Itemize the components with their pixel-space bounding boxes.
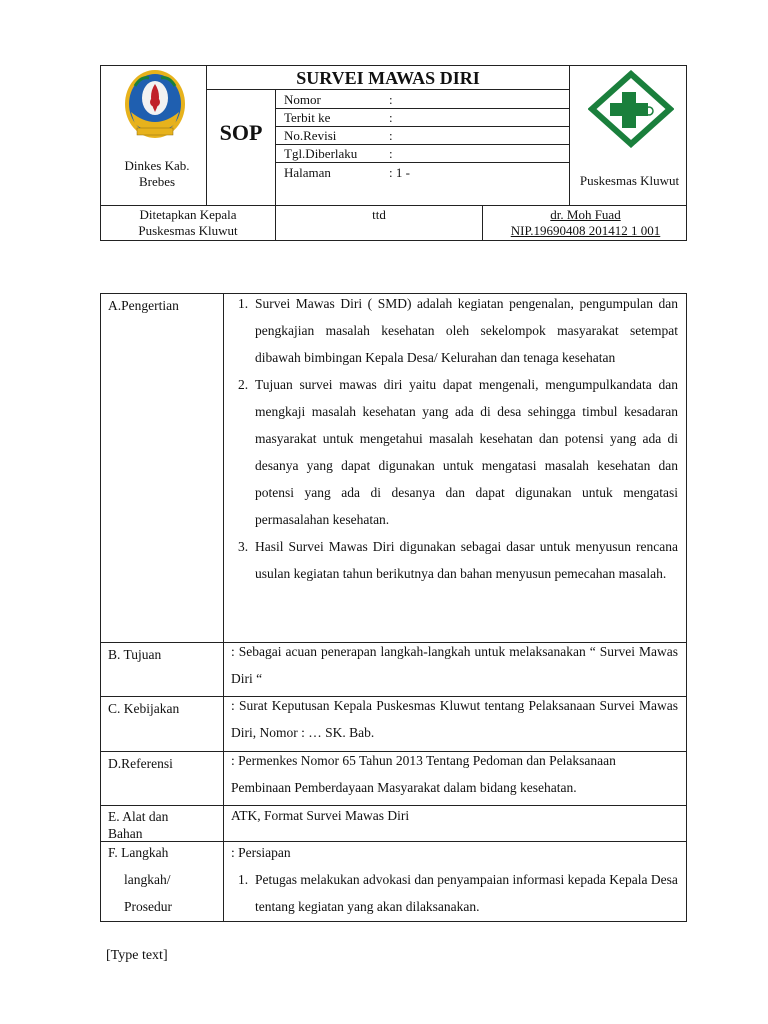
field-tgl-value: : (389, 146, 393, 161)
field-halaman-value: : 1 - (389, 165, 410, 180)
sop-header (100, 65, 687, 241)
divider (206, 89, 569, 90)
facility-name: Puskesmas Kluwut (579, 173, 680, 188)
puskesmas-logo (588, 70, 674, 148)
divider (275, 89, 276, 206)
section-tujuan: : Sebagai acuan penerapan langkah-langkah untuk melaksanakan “ Survei Mawas Diri “ (231, 644, 678, 686)
approver (483, 207, 688, 239)
divider (275, 162, 569, 163)
section-pengertian (231, 290, 678, 587)
field-revisi-value: : (389, 128, 393, 143)
field-terbit-label: Terbit ke (284, 110, 331, 125)
field-revisi-label: No.Revisi (284, 128, 337, 143)
divider (275, 144, 569, 145)
list-item: 2. Tujuan survei mawas diri yaitu dapat mengenali, mengumpulkandata dan mengkaji masalah kesehatan yang ada di desa sehingga timbul kesadaran masyarakat untuk mengetahui masalah kesehatan dan potensi yang ada di desanya yang dapat digunakan untuk mengatasi masalah kesehatan dan potensi yang ada di desanya dan dapat digunakan untuk mengatasi permasalahan kesehatan. (238, 377, 678, 527)
section-alat: ATK, Format Survei Mawas Diri (231, 808, 410, 823)
section-label-kebijakan: C. Kebijakan (108, 701, 180, 716)
section-langkah (231, 839, 678, 920)
section-label-referensi: D.Referensi (108, 756, 173, 771)
section-label-tujuan: B. Tujuan (108, 647, 162, 662)
list-item: 3. Hasil Survei Mawas Diri digunakan sebagai dasar untuk menyusun rencana usulan kegiatan tahun berikutnya dan bahan menyusun pemecahan masalah. (238, 539, 678, 581)
brebes-seal-logo (113, 66, 197, 144)
field-nomor-value: : (389, 92, 393, 107)
procedure-intro: : Persiapan (231, 845, 291, 860)
field-nomor-label: Nomor (284, 92, 321, 107)
footer-placeholder[interactable]: [Type text] (106, 948, 168, 963)
section-label-pengertian: A.Pengertian (108, 298, 179, 313)
approval-label: Ditetapkan Kepala Puskesmas Kluwut (138, 207, 238, 238)
document-title: SURVEI MAWAS DIRI (296, 68, 480, 88)
sop-content-table (100, 293, 687, 922)
divider (569, 66, 570, 206)
field-halaman-label: Halaman (284, 165, 331, 180)
divider (275, 126, 569, 127)
section-kebijakan: : Surat Keputusan Kepala Puskesmas Kluwut tentang Pelaksanaan Survei Mawas Diri, Nomor : … SK. Bab. (231, 698, 678, 740)
list-item: 1. Survei Mawas Diri ( SMD) adalah kegiatan pengenalan, pengumpulan dan pengkajian masalah kesehatan oleh sekelompok masyarakat setempat dibawah bimbingan Kepala Desa/ Kelurahan dan tenaga kesehatan (238, 296, 678, 365)
list-item: 1. Petugas melakukan advokasi dan penyampaian informasi kepada Kepala Desa tentang kegiatan yang akan dilaksanakan. (238, 872, 678, 914)
approver-nip: NIP.19690408 201412 1 001 (510, 223, 661, 238)
field-terbit-value: : (389, 110, 393, 125)
signature: ttd (372, 207, 386, 222)
divider (101, 205, 686, 206)
sop-label: SOP (219, 120, 263, 145)
divider (223, 294, 224, 921)
section-label-alat: E. Alat dan Bahan (108, 809, 169, 841)
approver-name: dr. Moh Fuad (550, 207, 621, 222)
divider (101, 805, 686, 806)
section-referensi: : Permenkes Nomor 65 Tahun 2013 Tentang Pedoman dan Pelaksanaan Pembinaan Pemberdayaan Masyarakat dalam bidang kesehatan. (231, 753, 616, 795)
divider (275, 108, 569, 109)
agency-name: Dinkes Kab. Brebes (124, 158, 190, 189)
section-label-langkah: F. Langkah langkah/ Prosedur (108, 845, 172, 914)
field-tgl-label: Tgl.Diberlaku (284, 146, 358, 161)
